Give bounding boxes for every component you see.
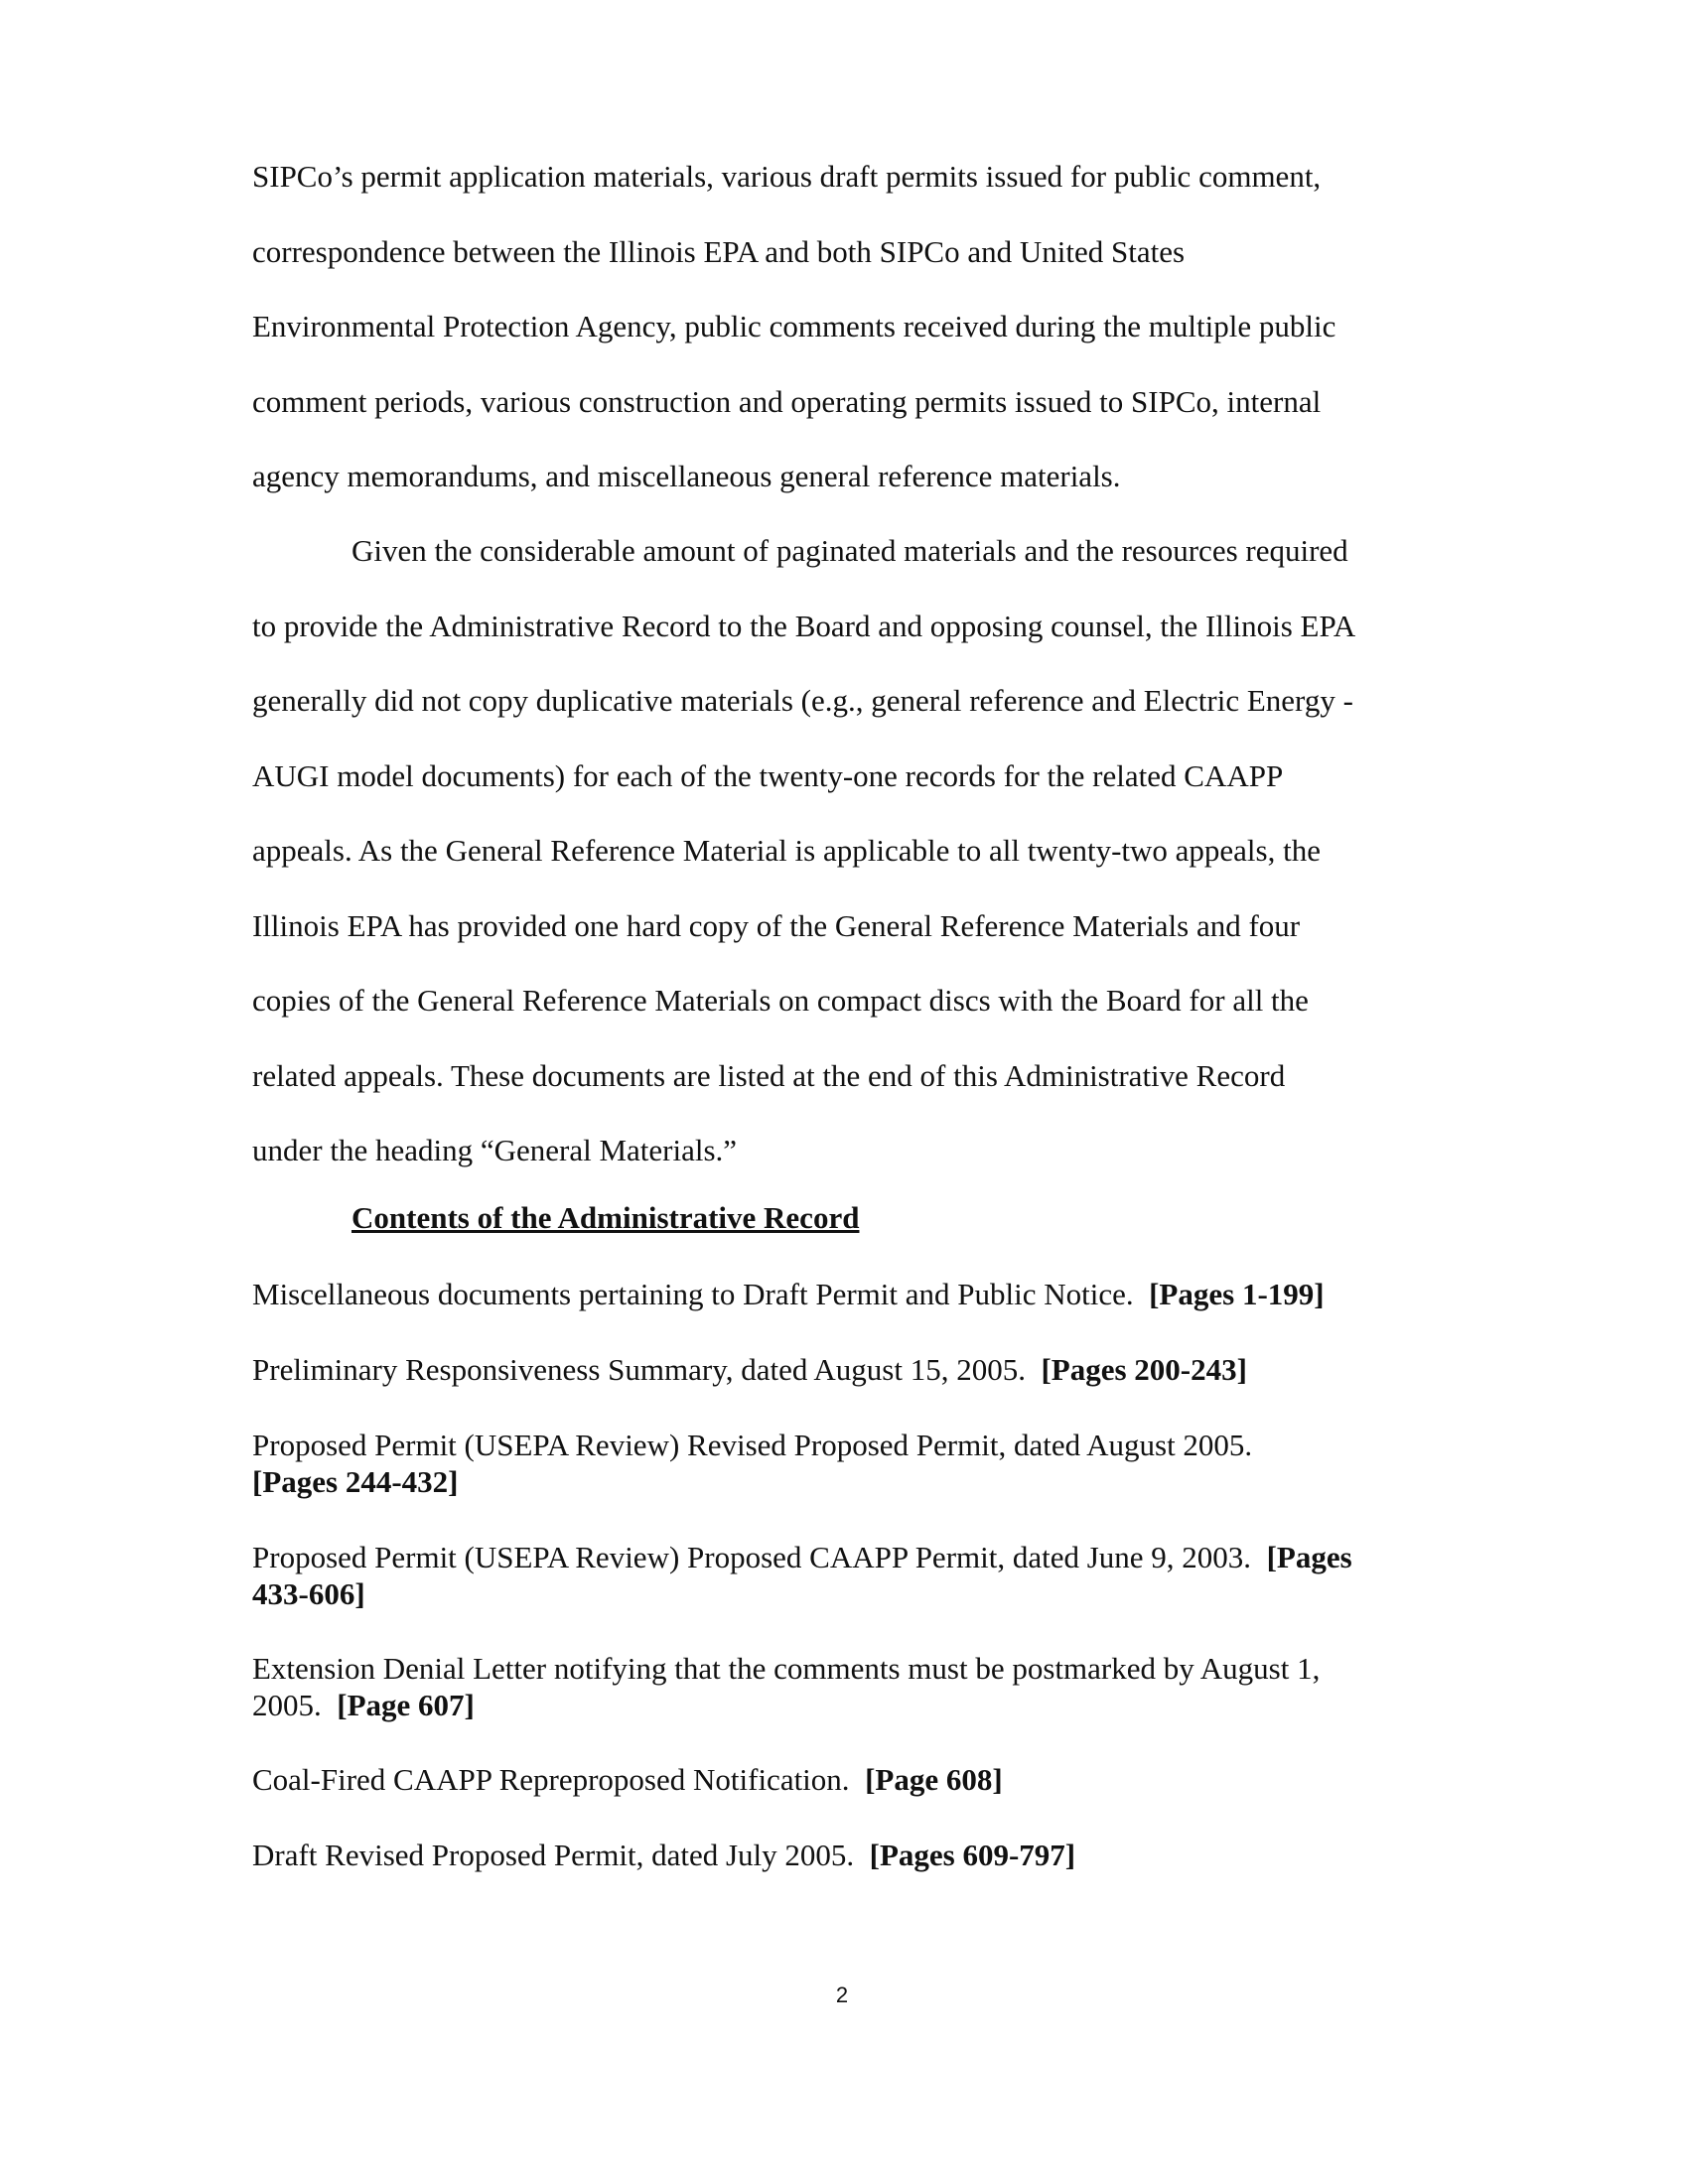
paragraph-line: agency memorandums, and miscellaneous general reference materials.: [252, 459, 1121, 493]
paragraph-line: Illinois EPA has provided one hard copy of the General Reference Materials and four: [252, 907, 1301, 943]
paragraph-line: to provide the Administrative Record to the Board and opposing counsel, the Illinois EPA: [252, 608, 1356, 643]
paragraph-line: AUGI model documents) for each of the twenty-one records for the related CAAPP: [252, 757, 1284, 793]
paragraph-line: SIPCo’s permit application materials, various draft permits issued for public comment,: [252, 159, 1322, 194]
contents-entry: [252, 1837, 1444, 1873]
paragraph-line: correspondence between the Illinois EPA and both SIPCo and United States: [252, 233, 1186, 269]
contents-entry: [252, 1650, 1444, 1723]
entry-pages: [Pages 244-432]: [252, 1464, 459, 1499]
body-paragraph-2: [252, 513, 1444, 1188]
entry-text: Proposed Permit (USEPA Review) Revised Proposed Permit, dated August 2005.: [252, 1428, 1253, 1462]
contents-entry: [252, 1539, 1444, 1612]
entry-pages: [Pages 200-243]: [1041, 1352, 1247, 1387]
entry-text: Proposed Permit (USEPA Review) Proposed CAAPP Permit, dated June 9, 2003.: [252, 1540, 1252, 1574]
paragraph-line: Environmental Protection Agency, public comments received during the multiple public: [252, 309, 1336, 343]
paragraph-line: Given the considerable amount of paginated materials and the resources required: [351, 533, 1348, 568]
entry-text-continued: 2005.: [252, 1688, 322, 1722]
paragraph-line: comment periods, various construction and operating permits issued to SIPCo, internal: [252, 383, 1322, 419]
entry-text: Extension Denial Letter notifying that the comments must be postmarked by August 1,: [252, 1651, 1321, 1686]
contents-entry: [252, 1276, 1444, 1312]
entry-text: Coal-Fired CAAPP Repreproposed Notification.: [252, 1762, 850, 1797]
body-paragraph-1: [252, 139, 1444, 514]
entry-text: Preliminary Responsiveness Summary, dated August 15, 2005.: [252, 1352, 1026, 1387]
entry-pages: [Pages 609-797]: [869, 1838, 1076, 1872]
entry-pages: [Pages: [1266, 1540, 1352, 1574]
paragraph-line: copies of the General Reference Materials on compact discs with the Board for all the: [252, 983, 1309, 1018]
paragraph-line: related appeals. These documents are listed at the end of this Administrative Record: [252, 1057, 1286, 1093]
entry-text: Miscellaneous documents pertaining to Draft Permit and Public Notice.: [252, 1277, 1134, 1311]
entry-text: Draft Revised Proposed Permit, dated July 2005.: [252, 1838, 855, 1872]
entry-pages-continued: 433-606]: [252, 1576, 365, 1611]
entry-pages: [Pages 1-199]: [1149, 1277, 1325, 1311]
contents-entry: [252, 1761, 1444, 1798]
contents-entry: [252, 1351, 1444, 1388]
contents-heading: Contents of the Administrative Record: [351, 1200, 860, 1235]
paragraph-line: generally did not copy duplicative materials (e.g., general reference and Electric Energy -: [252, 683, 1353, 718]
page-number: 2: [835, 1982, 849, 2007]
paragraph-line: appeals. As the General Reference Material is applicable to all twenty-two appeals, the: [252, 833, 1321, 868]
entry-pages: [Page 607]: [337, 1688, 475, 1722]
paragraph-line: under the heading “General Materials.”: [252, 1133, 738, 1167]
contents-entry: [252, 1427, 1444, 1500]
entry-pages: [Page 608]: [865, 1762, 1003, 1797]
